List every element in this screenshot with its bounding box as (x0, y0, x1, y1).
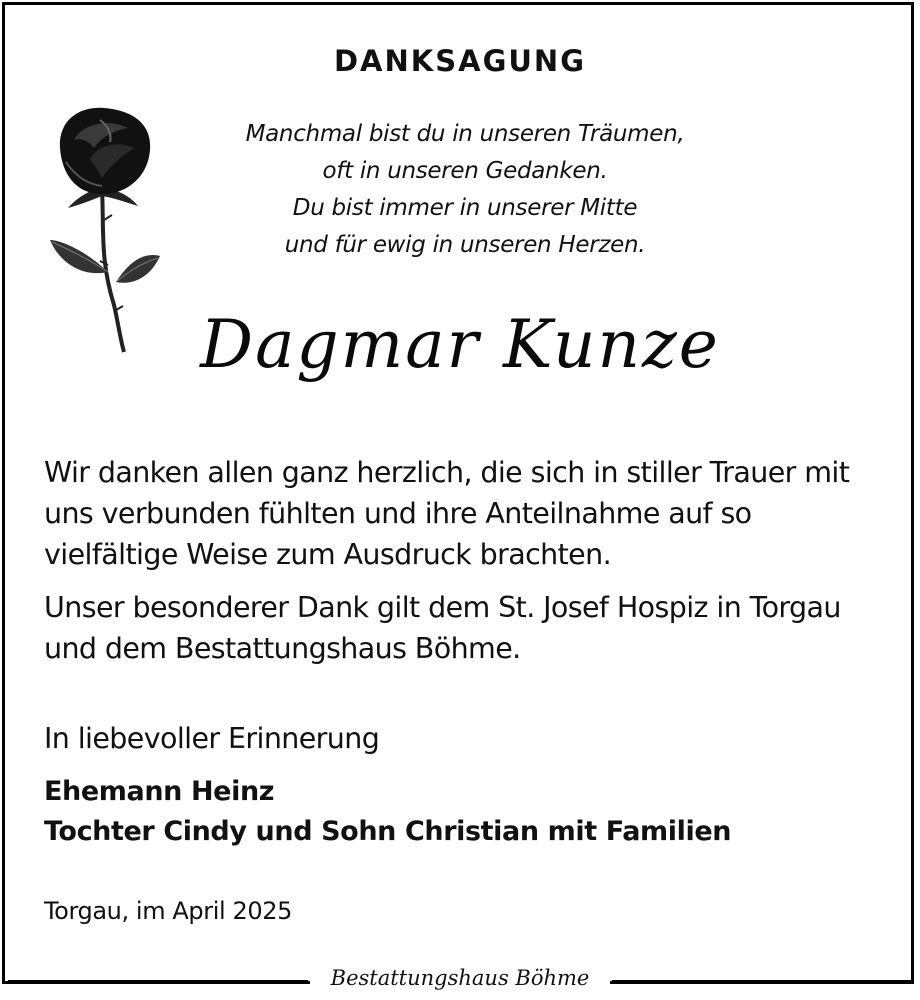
verse (160, 116, 770, 264)
deceased-name: Dagmar Kunze (200, 306, 720, 383)
mourners-list (44, 772, 884, 852)
place-date: Torgau, im April 2025 (44, 897, 292, 925)
mourner: Tochter Cindy und Sohn Christian mit Familien (44, 816, 732, 847)
verse-line: und für ewig in unseren Herzen. (284, 232, 646, 258)
rose-icon (30, 100, 170, 360)
verse-line: Manchmal bist du in unseren Träumen, (245, 121, 685, 147)
footer-rule-left (8, 980, 308, 983)
special-thanks-paragraph: Unser besonderer Dank gilt dem St. Josef Hospiz in Torgau und dem Bestattungshaus Böhme. (44, 591, 841, 665)
notice-heading: DANKSAGUNG (333, 44, 586, 78)
footer-rule-right (612, 980, 912, 983)
verse-line: oft in unseren Gedanken. (322, 158, 608, 184)
funeral-home-logo: Bestattungshaus Böhme (310, 966, 610, 990)
verse-line: Du bist immer in unserer Mitte (292, 195, 638, 221)
thanks-paragraph: Wir danken allen ganz herzlich, die sich in stiller Trauer mit uns verbunden fühlten und ihre Anteilnahme auf so vielfältige Weise zum Ausdruck brachten. (44, 456, 850, 571)
mourner: Ehemann Heinz (44, 776, 275, 807)
memory-line: In liebevoller Erinnerung (44, 722, 380, 755)
